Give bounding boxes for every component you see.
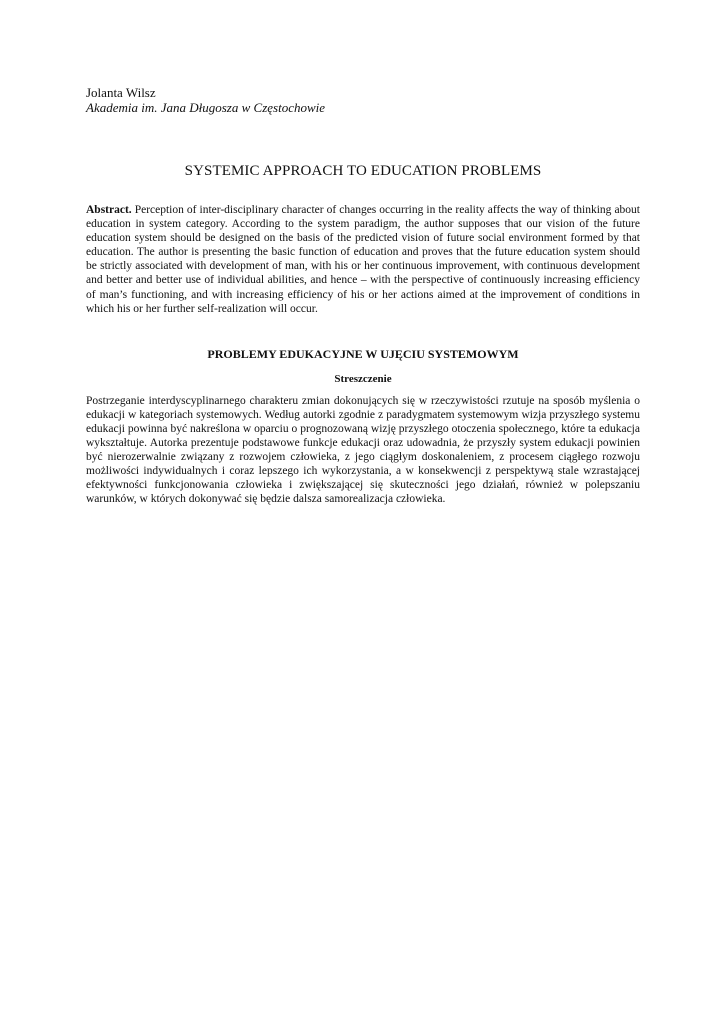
- abstract-paragraph: [86, 203, 640, 316]
- polish-subtitle: Streszczenie: [334, 372, 392, 385]
- polish-title: PROBLEMY EDUKACYJNE W UJĘCIU SYSTEMOWYM: [207, 346, 519, 361]
- paper-title: SYSTEMIC APPROACH TO EDUCATION PROBLEMS: [184, 163, 542, 179]
- author-name: Jolanta Wilsz: [86, 85, 156, 100]
- author-affiliation: Akademia im. Jana Długosza w Częstochowie: [86, 100, 326, 115]
- abstract-text: Perception of inter-disciplinary character of changes occurring in the reality affects the way of thinking about education in system category. According to the system paradigm, the author supposes that our vision of the future education system should be designed on the basis of the predicted vision of future social environment formed by that education. The author is presenting the basic function of education and proves that the future education system should be strictly associated with development of man, with his or her continuous improvement, with continuous development and better and better use of individual abilities, and hence – with the perspective of continuously increasing efficiency of man’s functioning, and with increasing efficiency of his or her actions aimed at the improvement of conditions in which his or her further self-realization will occur.: [86, 204, 641, 315]
- abstract-label: Abstract.: [86, 204, 132, 216]
- polish-abstract-text: Postrzeganie interdyscyplinarnego charakteru zmian dokonujących się w rzeczywistości rzutuje na sposób myślenia o edukacji w kategoriach systemowych. Według autorki zgodnie z paradygmatem systemowym wizja przyszłego systemu edukacji powinna być nakreślona w oparciu o prognozowaną wizję przyszłego otoczenia społecznego, które ta edukacja wykształtuje. Autorka prezentuje podstawowe funkcje edukacji oraz udowadnia, że przyszły system edukacji powinien być nierozerwalnie związany z rozwojem człowieka, z jego ciągłym doskonaleniem, z procesem ciągłego rozwoju możliwości indywidualnych i coraz lepszego ich wykorzystania, a w konsekwencji z perspektywą stale wzrastającej efektywności funkcjonowania człowieka i zwiększającej się skuteczności jego działań, również w polepszaniu warunków, w których dokonywać się będzie dalsza samorealizacja człowieka.: [86, 394, 640, 506]
- paper-page: [86, 85, 640, 507]
